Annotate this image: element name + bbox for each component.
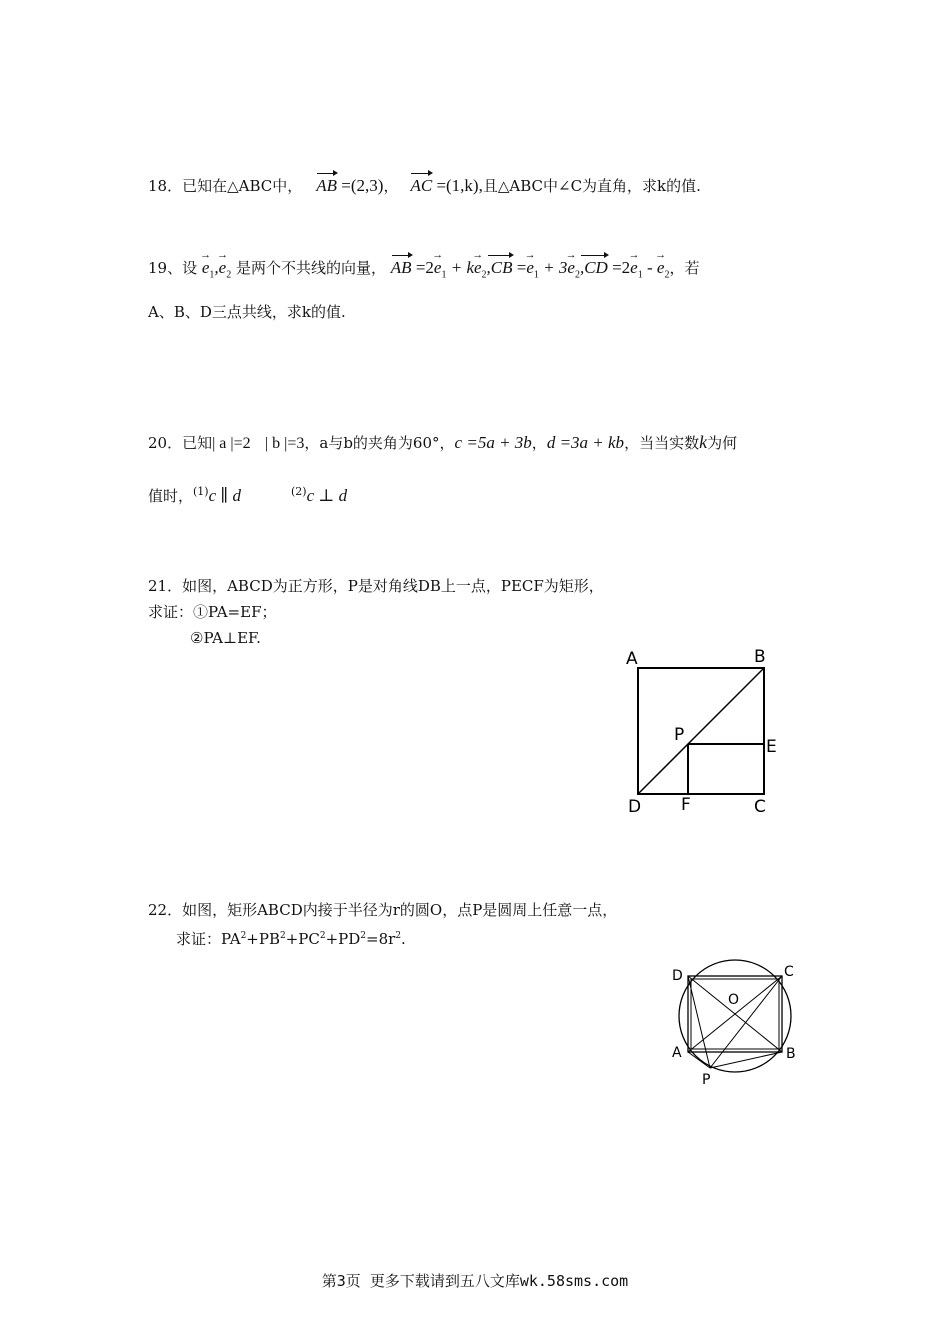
q21-line1: 21．如图，ABCD为正方形，P是对角线DB上一点，PECF为矩形， bbox=[148, 577, 604, 595]
q18-ac-value: =(1,k), bbox=[436, 176, 483, 195]
q18-sep: ， bbox=[383, 177, 399, 195]
q19-suffix: ，若 bbox=[669, 259, 700, 277]
q19-equations: AB $=2e \to_1$ + ke $\to_2,CB =e \to_1 + 3e \to_2,CD =2e \to_1 - e \to_2$ bbox=[391, 258, 670, 277]
vector-e2: e → bbox=[219, 258, 227, 278]
q18-text: 18．已知在△ABC中， bbox=[148, 177, 303, 195]
q20-line2: 值时，$^{(1)}$c ∥ d $^{(2)}$c ⊥ d bbox=[148, 485, 348, 505]
circle-o bbox=[679, 960, 791, 1072]
q21-line2: 求证：①PA=EF； bbox=[148, 603, 277, 621]
q20-angle: a与b的夹角为60° bbox=[319, 434, 440, 452]
abs-a: | a |=2 bbox=[212, 435, 251, 452]
vector-cb: ,CB bbox=[486, 258, 513, 277]
question-19: 19、设 $e \to_1,e \to_2$ 是两个不共线的向量， AB $=2e \to_1$ + ke $\to_2,CB =e \to_1 + 3e \to_2,CD =2e \to_1 - e \to_2$，若 bbox=[148, 258, 699, 285]
label-a: A bbox=[626, 649, 638, 669]
vector-ab: AB bbox=[390, 258, 412, 277]
label-f: F bbox=[681, 795, 691, 815]
part-2-label: (2) bbox=[291, 485, 307, 498]
q19-line2: A、B、D三点共线，求k的值. bbox=[148, 303, 346, 321]
label-p: P bbox=[674, 725, 685, 745]
question-18 bbox=[148, 176, 701, 196]
part-2-expr: c ⊥ d bbox=[306, 486, 348, 505]
abs-b: | b |=3 bbox=[264, 435, 305, 452]
label-d: D bbox=[672, 968, 683, 984]
label-b: B bbox=[786, 1046, 796, 1062]
page-footer: 第3页 更多下载请到五八文库wk.58sms.com bbox=[321, 1272, 629, 1290]
label-e: E bbox=[766, 737, 777, 757]
q20-tail: ，当当实数 bbox=[624, 434, 700, 452]
vector-cd: ,CD bbox=[579, 258, 608, 277]
label-c: C bbox=[754, 797, 766, 817]
q18-suffix: 且△ABC中∠C为直角，求k的值. bbox=[482, 177, 701, 195]
q19-prefix: 19、设 bbox=[148, 259, 198, 277]
part-1-expr: c ∥ d bbox=[208, 486, 242, 505]
q18-ab-value: =(2,3) bbox=[341, 176, 384, 195]
q20-prefix: 20．已知 bbox=[148, 434, 213, 452]
label-c: C bbox=[784, 964, 794, 980]
diagonal-db bbox=[638, 668, 764, 794]
label-d: D bbox=[628, 797, 642, 817]
q22-line2: 求证：$PA^2+PB^2+PC^2+PD^2=8r^2$. bbox=[176, 930, 406, 948]
label-a: A bbox=[672, 1045, 682, 1061]
q19-mid: 是两个不共线的向量， bbox=[236, 259, 387, 277]
part-1-label: (1) bbox=[193, 485, 209, 498]
q22-line1: 22．如图，矩形ABCD内接于半径为r的圆O，点P是圆周上任意一点， bbox=[148, 901, 618, 919]
label-b: B bbox=[754, 647, 766, 667]
vector-ac: AC bbox=[410, 176, 433, 195]
circle-diagram bbox=[664, 958, 814, 1088]
vector-d-def: d =3a + kb bbox=[546, 433, 625, 452]
label-p: P bbox=[702, 1072, 711, 1088]
vector-e1: e → bbox=[202, 258, 210, 278]
square-diagram bbox=[620, 640, 790, 820]
question-20: 20．已知| a |=2 | b |=3，a与b的夹角为60°，c =5a + 3b，d =3a + kb，当当实数k为何 bbox=[148, 432, 738, 452]
var-k: k bbox=[699, 432, 708, 452]
q21-line3: ②PA⊥EF. bbox=[190, 629, 261, 647]
vector-c-def: c =5a + 3b bbox=[454, 433, 532, 452]
vector-ab: AB bbox=[316, 176, 338, 195]
label-o: O bbox=[728, 992, 740, 1008]
